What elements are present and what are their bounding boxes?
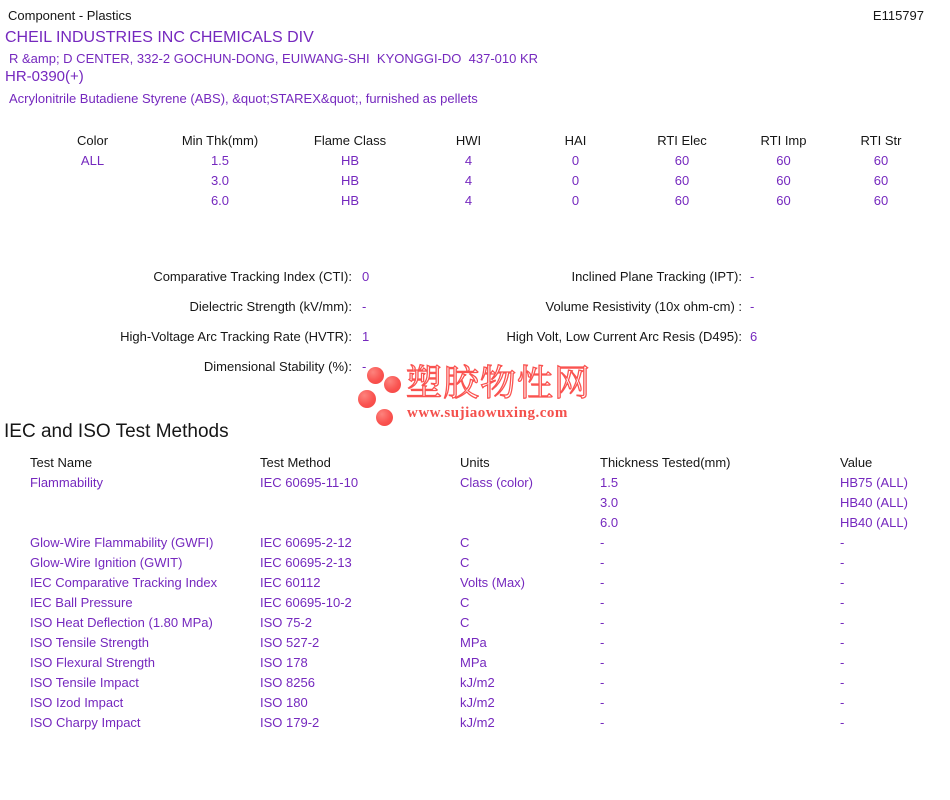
table-cell: 60 <box>873 152 889 168</box>
table-cell: - <box>600 694 605 710</box>
table-cell: 0 <box>571 192 580 208</box>
property-label: High Volt, Low Current Arc Resis (D495): <box>506 329 742 344</box>
property-label: Inclined Plane Tracking (IPT): <box>571 269 742 284</box>
table-cell: ISO Izod Impact <box>30 694 124 710</box>
table-row <box>30 632 935 652</box>
table-cell: IEC 60695-2-13 <box>260 554 352 570</box>
table-row <box>30 712 935 732</box>
property-value: - <box>362 299 367 314</box>
watermark-site-url: www.sujiaowuxing.com <box>407 405 568 421</box>
table-cell: 1.5 <box>600 474 619 490</box>
property-value: - <box>750 299 755 314</box>
table-cell: 60 <box>873 192 889 208</box>
table-cell: 3.0 <box>210 172 230 188</box>
table-row <box>30 472 935 492</box>
property-value: - <box>362 359 367 374</box>
property-value: 0 <box>362 269 370 284</box>
table-cell <box>460 492 600 512</box>
table-cell: ISO 178 <box>260 654 308 670</box>
table-cell: ISO 527-2 <box>260 634 320 650</box>
table-cell: kJ/m2 <box>460 714 495 730</box>
table-cell <box>260 492 460 512</box>
table-cell: - <box>600 574 605 590</box>
table-cell: - <box>840 574 845 590</box>
table-row <box>30 552 935 572</box>
property-label: Dielectric Strength (kV/mm): <box>189 299 352 314</box>
ratings-header-row <box>30 130 930 150</box>
col-header-rti-str: RTI Str <box>860 132 902 148</box>
table-cell: Volts (Max) <box>460 574 526 590</box>
company-name: CHEIL INDUSTRIES INC CHEMICALS DIV <box>5 29 314 46</box>
table-row <box>30 572 935 592</box>
table-row <box>30 612 935 632</box>
table-cell: ISO 75-2 <box>260 614 313 630</box>
table-cell: - <box>600 594 605 610</box>
table-cell: - <box>600 534 605 550</box>
table-cell: 6.0 <box>210 192 230 208</box>
table-cell: IEC Comparative Tracking Index <box>30 574 218 590</box>
table-cell: HB75 (ALL) <box>840 474 908 490</box>
table-cell: HB <box>340 172 360 188</box>
table-cell: 0 <box>571 172 580 188</box>
table-cell: - <box>840 554 845 570</box>
col-header-value: Value <box>840 454 873 470</box>
table-cell: - <box>840 534 845 550</box>
top-bar <box>8 8 924 23</box>
material-description: Acrylonitrile Butadiene Styrene (ABS), &quot;STAREX&quot;, furnished as pellets <box>9 91 478 106</box>
table-cell: ISO Tensile Impact <box>30 674 139 690</box>
table-row <box>30 672 935 692</box>
table-cell: ISO 8256 <box>260 674 315 690</box>
table-cell: IEC 60695-10-2 <box>260 594 352 610</box>
table-cell: MPa <box>460 634 487 650</box>
table-cell: 4 <box>464 172 473 188</box>
col-header-hwi: HWI <box>455 132 482 148</box>
table-cell: 0 <box>571 152 580 168</box>
table-cell: 4 <box>464 152 473 168</box>
table-cell: kJ/m2 <box>460 694 495 710</box>
col-header-units: Units <box>460 454 490 470</box>
property-value <box>742 352 750 382</box>
table-cell: 60 <box>873 172 889 188</box>
property-label: Volume Resistivity (10x ohm-cm) : <box>545 299 742 314</box>
table-cell: Glow-Wire Flammability (GWFI) <box>30 534 214 550</box>
table-cell: - <box>600 674 605 690</box>
table-row <box>30 512 935 532</box>
table-cell <box>30 512 260 532</box>
table-row <box>30 592 935 612</box>
table-cell: 60 <box>776 192 791 208</box>
table-cell: ISO Flexural Strength <box>30 654 155 670</box>
table-cell: ISO Tensile Strength <box>30 634 149 650</box>
page-type-label: Component - Plastics <box>8 8 132 23</box>
property-label: Comparative Tracking Index (CTI): <box>153 269 352 284</box>
table-cell: - <box>600 654 605 670</box>
col-header-hai: HAI <box>564 132 587 148</box>
pellet-icon <box>376 409 393 426</box>
electrical-properties <box>0 262 950 382</box>
property-value: 6 <box>750 329 758 344</box>
table-cell: - <box>840 634 845 650</box>
table-cell: HB <box>340 192 360 208</box>
table-cell: HB <box>340 152 360 168</box>
property-row <box>0 262 950 292</box>
table-cell: IEC 60695-11-10 <box>260 474 359 490</box>
table-cell: C <box>460 554 470 570</box>
table-cell <box>30 492 260 512</box>
table-cell: ALL <box>80 152 105 168</box>
table-row <box>30 150 930 170</box>
table-cell: - <box>600 714 605 730</box>
table-cell: ISO 180 <box>260 694 308 710</box>
table-cell <box>260 512 460 532</box>
col-header-flame-class: Flame Class <box>313 132 387 148</box>
table-row <box>30 190 930 210</box>
table-cell: 60 <box>776 172 791 188</box>
table-cell: 60 <box>674 172 690 188</box>
property-label: High-Voltage Arc Tracking Rate (HVTR): <box>120 329 352 344</box>
col-header-color: Color <box>76 132 109 148</box>
table-cell: HB40 (ALL) <box>840 514 908 530</box>
table-cell: ISO Heat Deflection (1.80 MPa) <box>30 614 213 630</box>
table-cell: - <box>840 614 845 630</box>
table-row <box>30 532 935 552</box>
table-cell: 60 <box>674 152 690 168</box>
property-label: Dimensional Stability (%): <box>203 359 352 374</box>
table-cell <box>30 170 155 190</box>
table-cell: IEC 60112 <box>260 574 321 590</box>
table-cell: 6.0 <box>600 514 619 530</box>
table-cell: 4 <box>464 192 473 208</box>
col-header-test-method: Test Method <box>260 454 331 470</box>
property-label <box>420 352 742 382</box>
ratings-table <box>30 130 930 210</box>
table-cell: Flammability <box>30 474 103 490</box>
table-cell: C <box>460 614 470 630</box>
table-row <box>30 692 935 712</box>
table-cell: HB40 (ALL) <box>840 494 908 510</box>
table-cell: Glow-Wire Ignition (GWIT) <box>30 554 183 570</box>
table-row <box>30 170 930 190</box>
property-value: - <box>750 269 755 284</box>
ul-file-number: E115797 <box>872 8 924 23</box>
table-cell: 1.5 <box>210 152 230 168</box>
table-cell: C <box>460 534 470 550</box>
table-cell: - <box>840 714 845 730</box>
property-row <box>0 352 950 382</box>
property-value: 1 <box>362 329 370 344</box>
table-cell: IEC Ball Pressure <box>30 594 133 610</box>
col-header-test-name: Test Name <box>30 454 93 470</box>
table-cell: - <box>840 594 845 610</box>
table-cell: MPa <box>460 654 487 670</box>
table-cell: Class (color) <box>460 474 533 490</box>
table-cell: - <box>600 554 605 570</box>
table-cell <box>460 512 600 532</box>
table-cell: kJ/m2 <box>460 674 495 690</box>
section-heading: IEC and ISO Test Methods <box>4 421 229 442</box>
table-cell: - <box>600 614 605 630</box>
pellet-icon <box>358 390 376 408</box>
property-row <box>0 292 950 322</box>
table-cell: ISO 179-2 <box>260 714 320 730</box>
table-cell: IEC 60695-2-12 <box>260 534 352 550</box>
watermark-site-name: 塑胶物性网 <box>406 362 592 403</box>
col-header-min-thk: Min Thk(mm) <box>181 132 259 148</box>
table-row <box>30 652 935 672</box>
test-methods-table <box>30 452 935 732</box>
table-cell: ISO Charpy Impact <box>30 714 141 730</box>
property-row <box>0 322 950 352</box>
table-row <box>30 492 935 512</box>
col-header-rti-imp: RTI Imp <box>760 132 807 148</box>
table-cell: - <box>600 634 605 650</box>
company-address: R &amp; D CENTER, 332-2 GOCHUN-DONG, EUIWANG-SHI KYONGGI-DO 437-010 KR <box>9 51 539 66</box>
col-header-thickness: Thickness Tested(mm) <box>600 454 731 470</box>
table-cell: 60 <box>776 152 791 168</box>
grade-name: HR-0390(+) <box>5 68 84 85</box>
col-header-rti-elec: RTI Elec <box>657 132 707 148</box>
table-cell: 60 <box>674 192 690 208</box>
methods-header-row <box>30 452 935 472</box>
table-cell: C <box>460 594 470 610</box>
table-cell: 3.0 <box>600 494 619 510</box>
table-cell: - <box>840 674 845 690</box>
table-cell: - <box>840 654 845 670</box>
table-cell <box>30 190 155 210</box>
table-cell: - <box>840 694 845 710</box>
